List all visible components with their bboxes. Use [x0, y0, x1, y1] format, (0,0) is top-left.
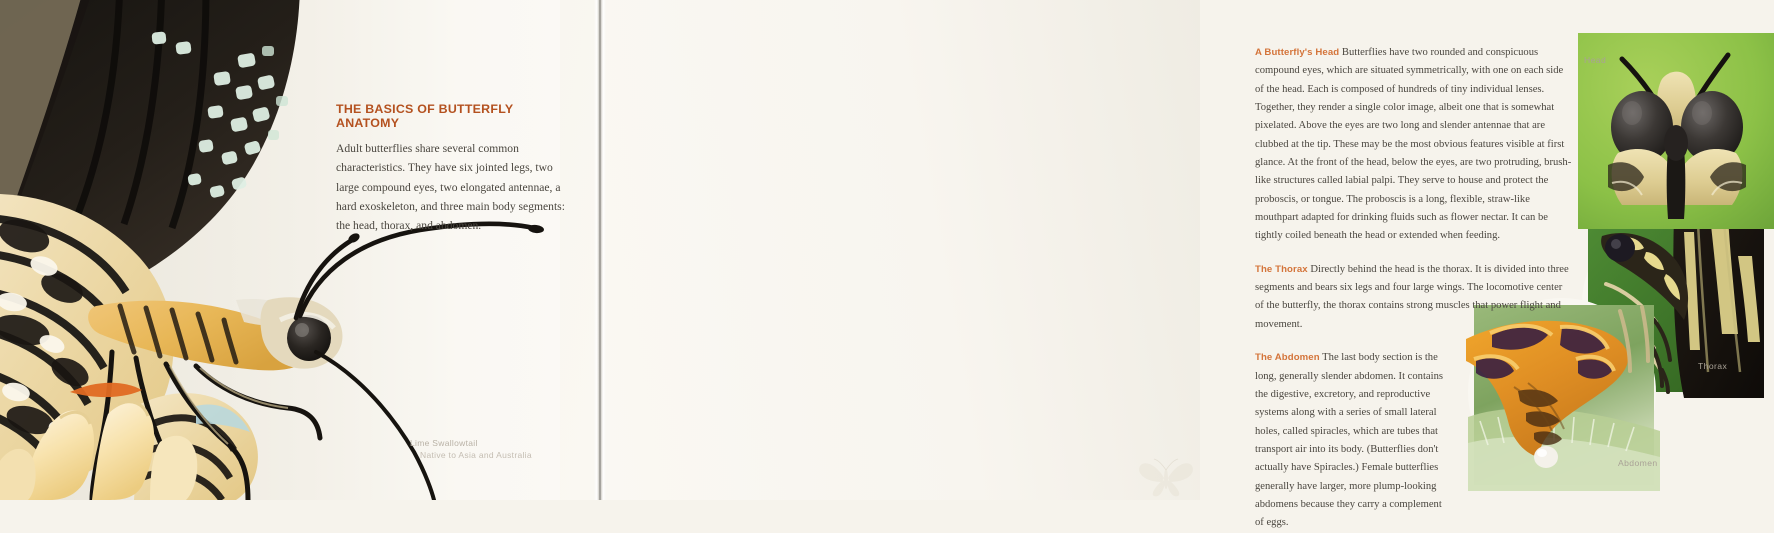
butterfly-watermark: [1136, 456, 1196, 498]
head-photo-label: Head: [1584, 55, 1607, 65]
paragraph-abdomen: [1255, 349, 1453, 532]
caption-species: Lime Swallowtail: [410, 438, 478, 448]
lime-swallowtail-photo: [0, 0, 560, 500]
paragraph-text-thorax: Directly behind the head is the thorax. It is divided into three segments and bears six legs and four large wings. The locomotive center of the butterfly, the thorax contains strong muscles that power flight and movement.: [1255, 263, 1569, 330]
abdomen-photo-label: Abdomen: [1618, 458, 1658, 468]
page-title: THE BASICS OF BUTTERFLY ANATOMY: [336, 102, 514, 130]
paragraph-text-head: Butterflies have two rounded and conspicuous compound eyes, which are situated symmetrically, with one on each side of the head. Each is composed of hundreds of tiny individual lenses. Together, they render a single color image, albeit one that is somewhat pixelated. Above the eyes are two long and slender antennae that are clubbed at the tip. These may be the most obvious features visible at first glance. At the front of the head, below the eyes, are two protruding, brush-like structures called labial palpi. They serve to house and protect the proboscis, or tongue. The proboscis is a long, flexible, straw-like mouthpart adapted for drinking fluids such as flower nectar. It can be tightly coiled beneath the head or extended when feeding.: [1255, 47, 1572, 242]
paragraph-text-abdomen: The last body section is the long, generally slender abdomen. It contains the digestive, excretory, and reproductive systems along with a series of small lateral holes, called spiracles, which are tubes that transport air into its body. (Butterflies don't actually have Spiracles.) Female butterflies generally have larger, more plump-looking abdomens because they carry a complement of eggs.: [1255, 352, 1443, 529]
paragraph-head: [1255, 44, 1573, 246]
paragraph-lead-abdomen: The Abdomen: [1255, 352, 1320, 364]
head-closeup-photo: [1578, 33, 1774, 229]
anatomy-basics-block: [336, 102, 568, 235]
photo-caption: [410, 437, 580, 461]
paragraph-thorax: [1255, 261, 1573, 334]
thorax-photo-label: Thorax: [1698, 361, 1728, 371]
right-page: [600, 0, 1728, 529]
book-gutter: [594, 0, 606, 500]
left-page: [0, 0, 600, 500]
paragraph-lead-thorax: The Thorax: [1255, 263, 1308, 275]
paragraph-lead-head: A Butterfly's Head: [1255, 47, 1340, 58]
anatomy-text-column: [1255, 44, 1573, 533]
caption-range: Native to Asia and Australia: [420, 450, 532, 460]
anatomy-basics-body: Adult butterflies share several common characteristics. They have six jointed legs, two large compound eyes, two elongated antennae, a hard exoskeleton, and three main body segments: the head, thorax, and abdomen.: [336, 142, 565, 233]
